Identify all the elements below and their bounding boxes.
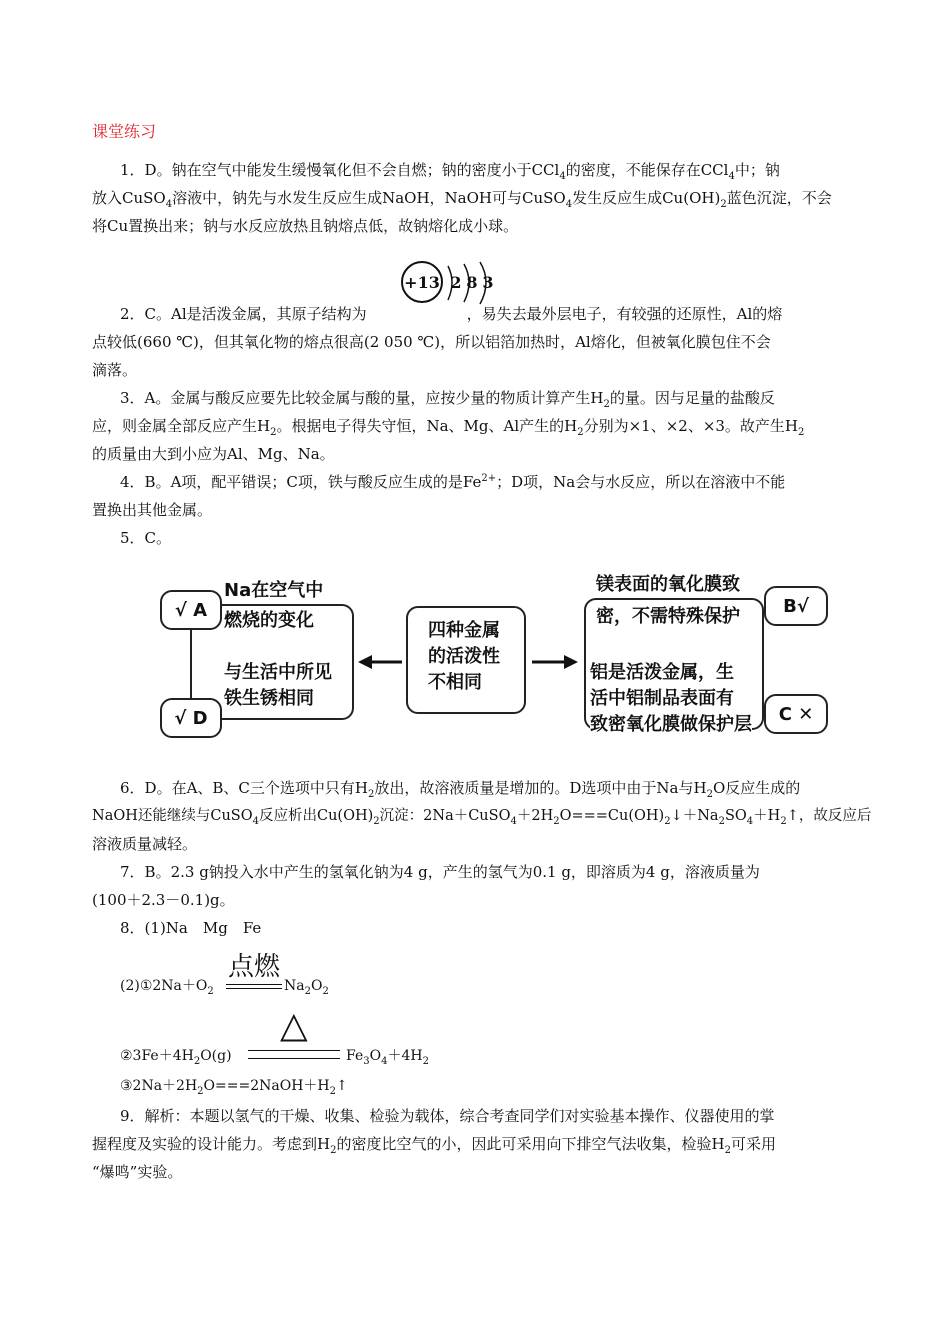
equation-1-right: $Na_2O_2$ [284, 978, 329, 997]
equation-2-right: $Fe_3O_4+4H_2$ [346, 1048, 429, 1067]
answer-5: 5．C。 [120, 529, 172, 547]
answer-1-line-1: 1．D。钠在空气中能发生缓慢氧化但不会自燃；钠的密度小于CCl$_4$的密度，不能保存在CCl$_4$中；钠 [120, 161, 780, 182]
center-line-2: 的活泼性 [428, 646, 500, 667]
right-top-line-1: 镁表面的氧化膜致 [596, 572, 740, 598]
answer-3-line-1: 3．A。金属与酸反应要先比较金属与酸的量，应按少量的物质计算产生$H_2$的量。因与足量的盐酸反 [120, 389, 775, 410]
section-heading: 课堂练习 [92, 122, 157, 141]
equals-line-bottom-1 [226, 988, 282, 989]
answer-3-line-2: 应，则金属全部反应产生$H_2$。根据电子得失守恒，Na、Mg、Al产生的$H_2$分别为×1、×2、×3。故产生$H_2$ [92, 417, 805, 438]
left-bottom-line-1: 与生活中所见 [224, 662, 332, 683]
right-top-line-2: 密，不需特殊保护 [596, 606, 740, 627]
answer-9-line-1: 9．解析：本题以氢气的干燥、收集、检验为载体，综合考查同学们对实验基本操作、仪器使用的掌 [120, 1107, 775, 1125]
answer-1-line-2: 放入CuSO$_4$溶液中，钠先与水发生反应生成NaOH，NaOH可与CuSO$_4$发生反应生成$Cu(OH)_2$蓝色沉淀，不会 [92, 189, 832, 210]
badge-c-wrong: C ✕ [764, 694, 828, 734]
center-line-1: 四种金属 [428, 620, 500, 641]
aluminum-atom-structure [398, 258, 508, 308]
answer-4-line-1: 4．B。A项，配平错误；C项，铁与酸反应生成的是$Fe^{2+}$；D项，Na会与水反应，所以在溶液中不能 [120, 473, 786, 491]
left-top-line-2: 燃烧的变化 [224, 610, 314, 631]
right-bottom-line-2: 活中铝制品表面有 [590, 688, 734, 709]
badge-a-correct: √ A [160, 590, 222, 630]
answer-9-line-3: “爆鸣”实验。 [92, 1163, 183, 1181]
answer-3-line-3: 的质量由大到小应为Al、Mg、Na。 [92, 445, 335, 463]
answer-2-line-3: 滴落。 [92, 361, 138, 379]
atom-shell-2: 8 [466, 273, 478, 292]
right-bottom-line-1: 铝是活泼金属，生 [590, 662, 734, 683]
center-line-3: 不相同 [428, 672, 482, 693]
right-arrow-icon [530, 652, 580, 672]
answer-2-line-1: 2．C。Al是活泼金属，其原子结构为 ，易失去最外层电子，有较强的还原性，Al的熔 [120, 305, 783, 323]
answer-7-line-2: (100＋2.3－0.1)g。 [92, 891, 235, 909]
condition-ignite: 点燃 [228, 952, 281, 982]
answer-8-line-1: 8．(1)Na Mg Fe [120, 919, 262, 937]
atom-nucleus: +13 [404, 273, 440, 292]
answer-6-line-1: 6．D。在A、B、C三个选项中只有$H_2$放出，故溶液质量是增加的。D选项中由于Na与$H_2O$反应生成的 [120, 779, 801, 800]
left-bottom-line-2: 铁生锈相同 [224, 688, 314, 709]
answer-4-line-2: 置换出其他金属。 [92, 501, 213, 519]
equation-1-left: $(2)①2Na+O_2$ [120, 978, 214, 997]
answer-1-line-3: 将Cu置换出来；钠与水反应放热且钠熔点低，故钠熔化成小球。 [92, 217, 519, 235]
equation-2-left: $②3Fe+4H_2O(g)$ [120, 1048, 232, 1067]
left-top-line-1: Na在空气中 [224, 578, 323, 604]
equals-line-top-1 [226, 984, 282, 985]
equals-line-bottom-2 [248, 1058, 340, 1059]
right-bottom-line-3: 致密氧化膜做保护层 [590, 712, 752, 738]
answer-9-line-2: 握程度及实验的设计能力。考虑到$H_2$的密度比空气的小，因此可采用向下排空气法收集，检验$H_2$可采用 [92, 1135, 776, 1156]
left-arrow-icon [356, 652, 406, 672]
answer-6-line-2: NaOH还能继续与CuSO$_4$反应析出$Cu(OH)_2$沉淀：$2Na+CuSO_4+2H_2O===Cu(OH)_2↓+Na_2SO_4+H_2↑$，故反应后 [92, 808, 872, 827]
atom-shell-1: 2 [450, 273, 462, 292]
metal-activity-diagram [160, 572, 830, 748]
answer-2-line-2: 点较低(660 ℃)，但其氧化物的熔点很高(2 050 ℃)，所以铝箔加热时，Al熔化，但被氧化膜包住不会 [92, 333, 771, 351]
equation-3: $③2Na+2H_2O===2NaOH+H_2↑$ [120, 1078, 348, 1097]
badge-d-correct: √ D [160, 698, 222, 738]
atom-shell-3: 3 [482, 273, 494, 292]
atom-structure-svg [398, 258, 508, 308]
badge-b-correct: B√ [764, 586, 828, 626]
condition-heat-icon: △ [280, 1005, 308, 1046]
equals-line-top-2 [248, 1050, 340, 1051]
answer-7-line-1: 7．B。2.3 g钠投入水中产生的氢氧化钠为4 g，产生的氢气为0.1 g，即溶质为4 g，溶液质量为 [120, 863, 760, 881]
answer-6-line-3: 溶液质量减轻。 [92, 835, 198, 853]
